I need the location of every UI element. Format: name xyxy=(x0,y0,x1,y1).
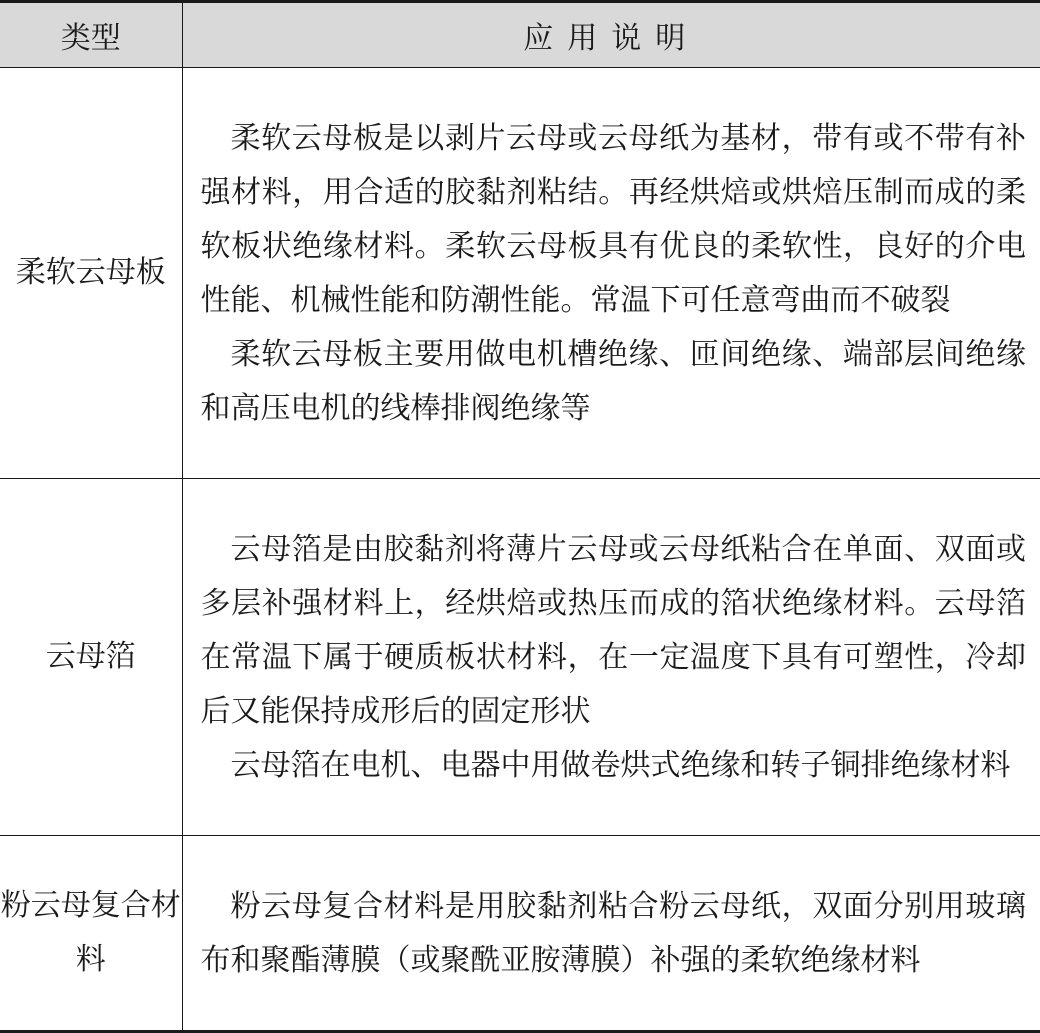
table-row xyxy=(0,836,1040,1032)
header-type: 类型 xyxy=(0,2,182,68)
description-paragraph: 柔软云母板是以剥片云母或云母纸为基材，带有或不带有补强材料，用合适的胶黏剂粘结。再经烘焙或烘焙压制而成的柔软板状绝缘材料。柔软云母板具有优良的柔软性，良好的介电性能、机械性能和防潮性能。常温下可任意弯曲而不破裂 xyxy=(200,121,1026,318)
table-row xyxy=(0,68,1040,479)
type-cell: 云母箔 xyxy=(0,479,182,836)
table-header-row xyxy=(0,2,1040,68)
description-paragraph: 柔软云母板主要用做电机槽绝缘、匝间绝缘、端部层间绝缘和高压电机的线棒排阀绝缘等 xyxy=(200,337,1026,426)
table-row xyxy=(0,479,1040,836)
description-cell xyxy=(182,68,1040,479)
description-paragraph: 云母箔是由胶黏剂将薄片云母或云母纸粘合在单面、双面或多层补强材料上，经烘焙或热压而成的箔状绝缘材料。云母箔在常温下属于硬质板状材料，在一定温度下具有可塑性，冷却后又能保持成形后的固定形状 xyxy=(200,532,1026,729)
description-cell xyxy=(182,479,1040,836)
description-paragraph: 粉云母复合材料是用胶黏剂粘合粉云母纸，双面分别用玻璃布和聚酯薄膜（或聚酰亚胺薄膜）补强的柔软绝缘材料 xyxy=(200,889,1026,978)
description-cell xyxy=(182,836,1040,1032)
header-application: 应用说明 xyxy=(182,2,1040,68)
type-cell: 粉云母复合材料 xyxy=(0,836,182,1032)
description-paragraph: 云母箔在电机、电器中用做卷烘式绝缘和转子铜排绝缘材料 xyxy=(230,748,1011,783)
type-cell: 柔软云母板 xyxy=(0,68,182,479)
